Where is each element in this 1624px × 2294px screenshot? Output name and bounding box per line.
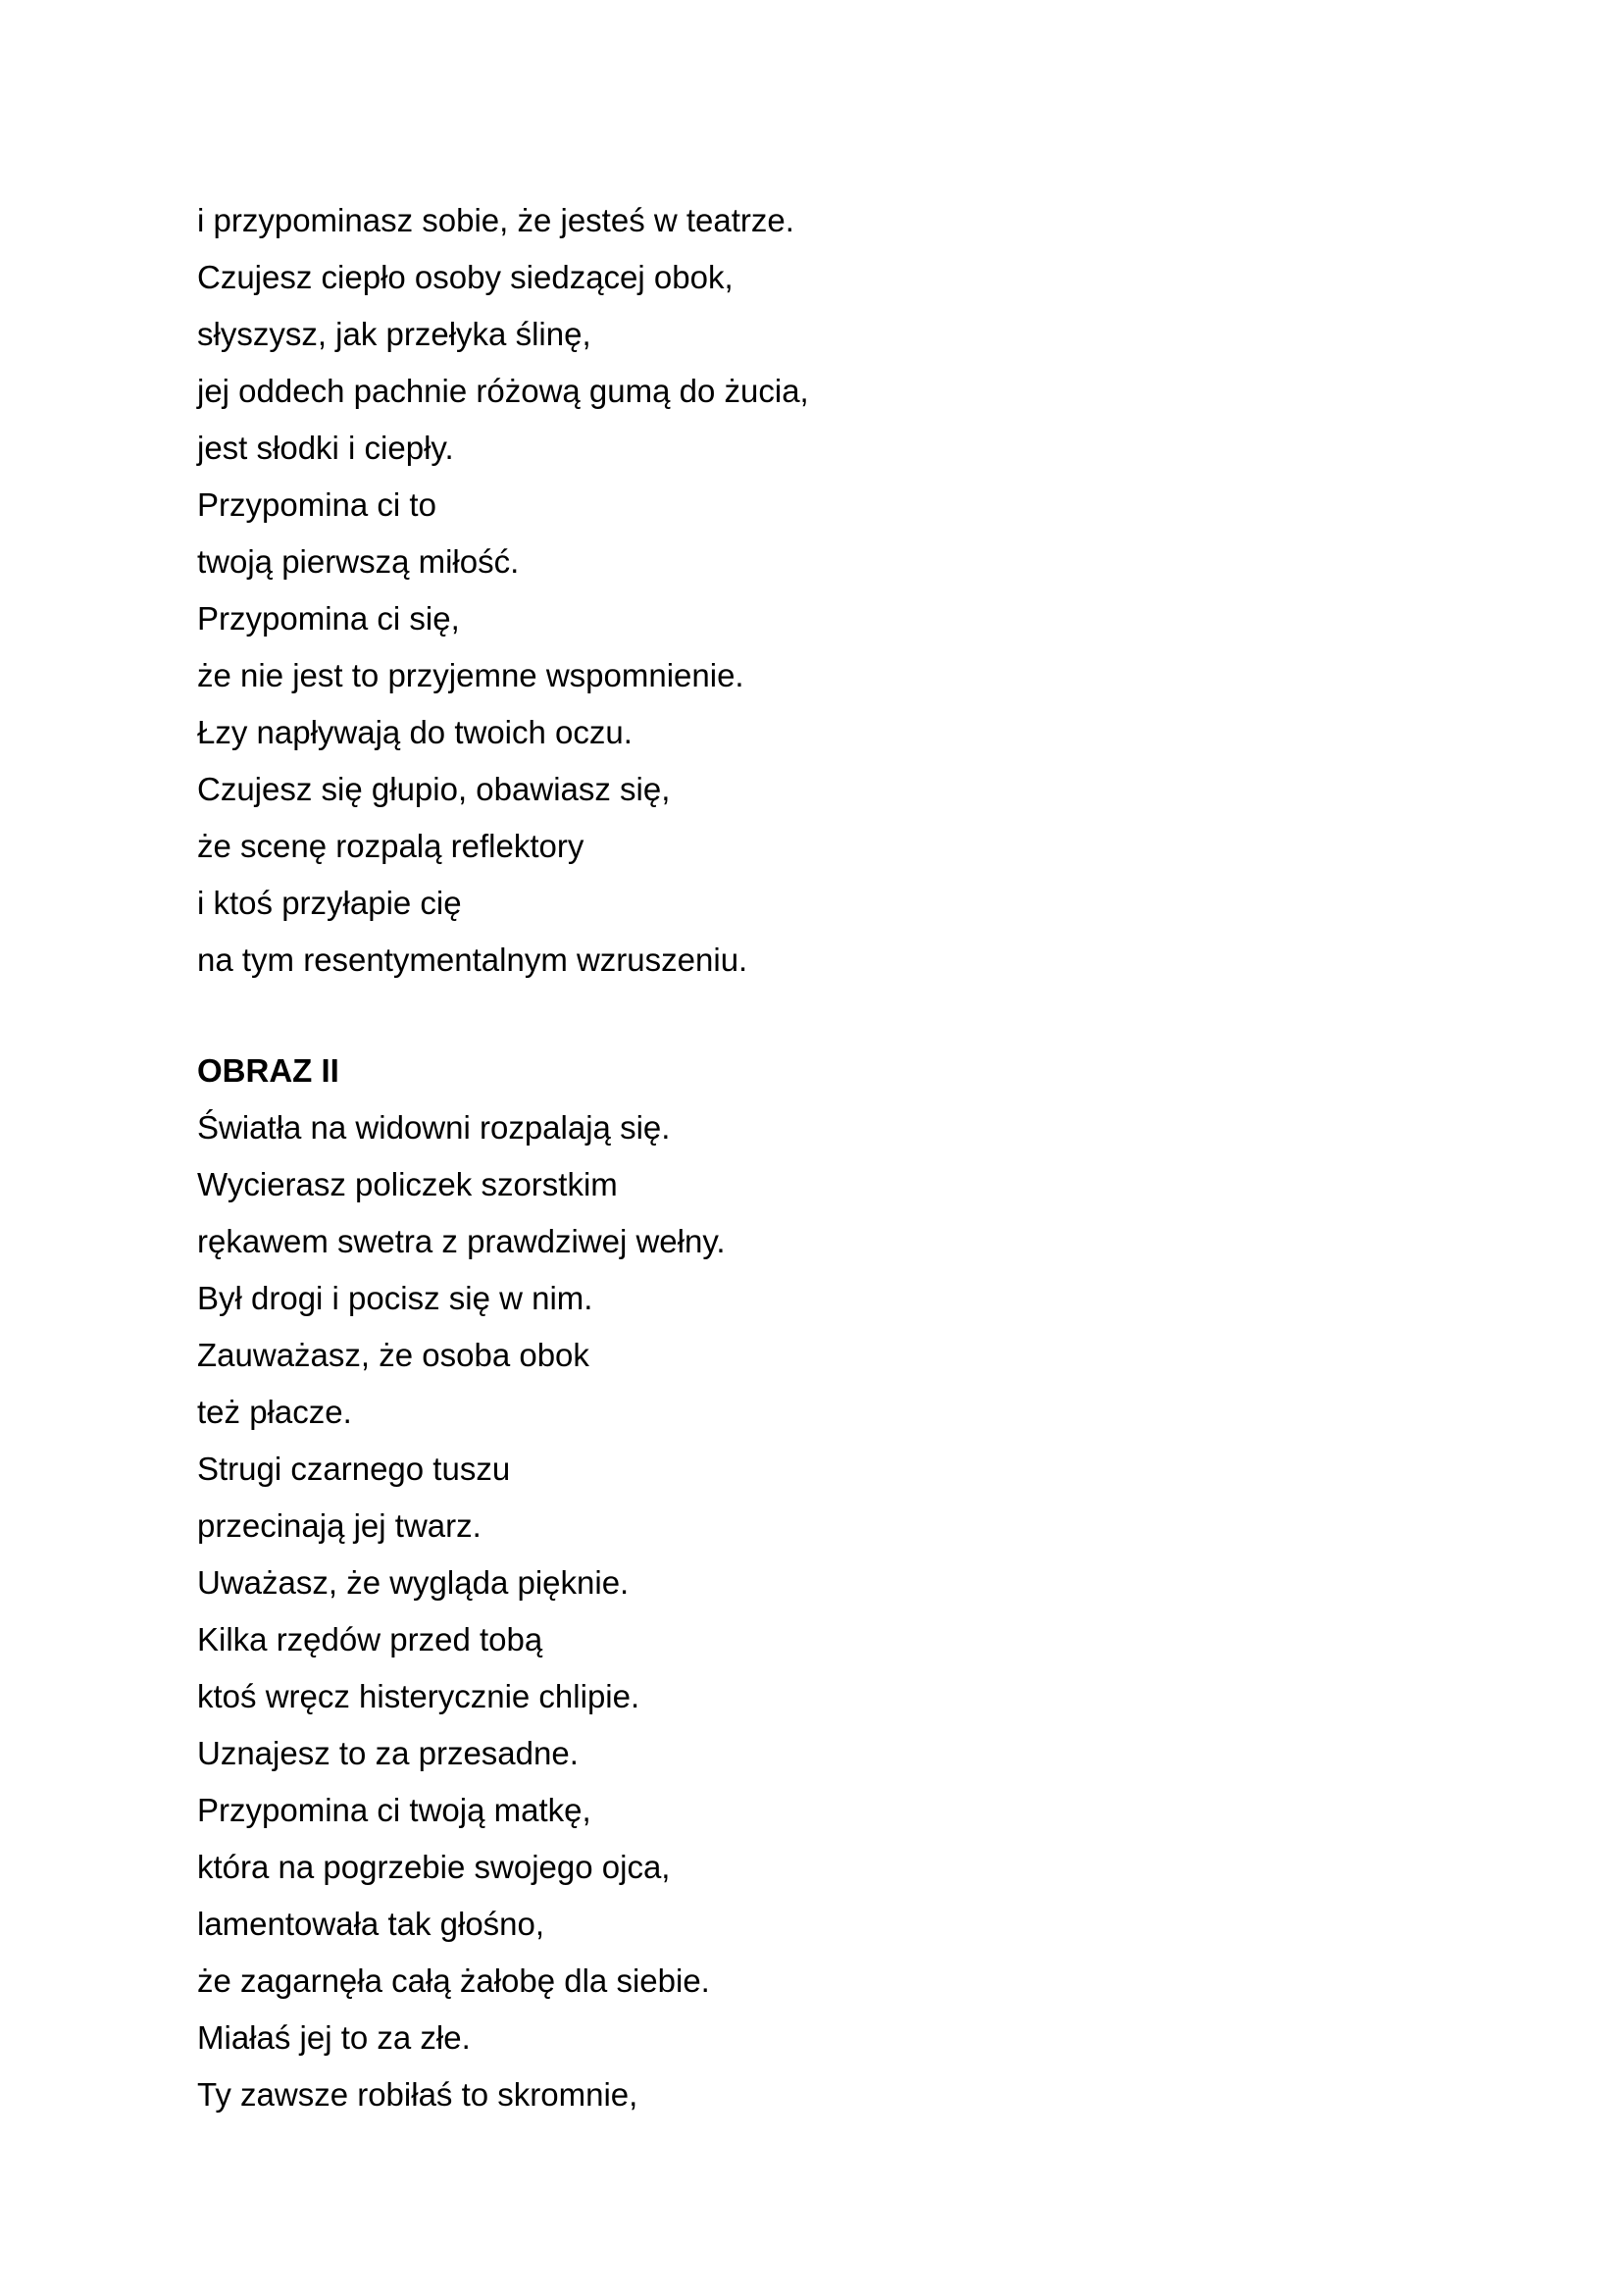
poem-line: lamentowała tak głośno, <box>197 1906 545 1942</box>
poem-line: i przypominasz sobie, że jesteś w teatrze. <box>197 202 794 238</box>
poem-line: Czujesz się głupio, obawiasz się, <box>197 771 671 807</box>
poem-line: i ktoś przyłapie cię <box>197 885 462 921</box>
poem-line: Zauważasz, że osoba obok <box>197 1337 589 1373</box>
poem-line: Uważasz, że wygląda pięknie. <box>197 1564 630 1601</box>
poem-line: Strugi czarnego tuszu <box>197 1451 511 1487</box>
poem-line: Ty zawsze robiłaś to skromnie, <box>197 2076 638 2113</box>
poem-line: Czujesz ciepło osoby siedzącej obok, <box>197 259 734 295</box>
poem-line: ktoś wręcz histerycznie chlipie. <box>197 1678 640 1714</box>
poem-line: słyszysz, jak przełyka ślinę, <box>197 316 591 352</box>
poem-line: Kilka rzędów przed tobą <box>197 1621 543 1657</box>
poem-line: też płacze. <box>197 1394 352 1430</box>
poem-line: twoją pierwszą miłość. <box>197 543 520 580</box>
poem-line: Światła na widowni rozpalają się. <box>197 1109 671 1146</box>
poem-line: Miałaś jej to za złe. <box>197 2019 471 2056</box>
poem-line: przecinają jej twarz. <box>197 1507 482 1544</box>
poem-line: Wycierasz policzek szorstkim <box>197 1166 618 1202</box>
poem-line: na tym resentymentalnym wzruszeniu. <box>197 942 748 978</box>
poem-line: że scenę rozpalą reflektory <box>197 828 584 864</box>
stanza-1 <box>197 192 1423 989</box>
poem-line: Był drogi i pocisz się w nim. <box>197 1280 593 1316</box>
poem-line: że nie jest to przyjemne wspomnienie. <box>197 657 744 693</box>
section-heading: OBRAZ II <box>197 1052 339 1089</box>
poem-line: która na pogrzebie swojego ojca, <box>197 1849 671 1885</box>
poem-line: Przypomina ci się, <box>197 600 460 637</box>
poem-line: Uznajesz to za przesadne. <box>197 1735 579 1771</box>
section-obraz-2 <box>197 1043 1423 2123</box>
poem-line: Łzy napływają do twoich oczu. <box>197 714 633 750</box>
poem-line: rękawem swetra z prawdziwej wełny. <box>197 1223 726 1259</box>
poem-line: Przypomina ci to <box>197 486 436 523</box>
poem-line: jest słodki i ciepły. <box>197 430 454 466</box>
poem-line: że zagarnęła całą żałobę dla siebie. <box>197 1963 710 1999</box>
poem-line: jej oddech pachnie różową gumą do żucia, <box>197 373 809 409</box>
poem-line: Przypomina ci twoją matkę, <box>197 1792 591 1828</box>
